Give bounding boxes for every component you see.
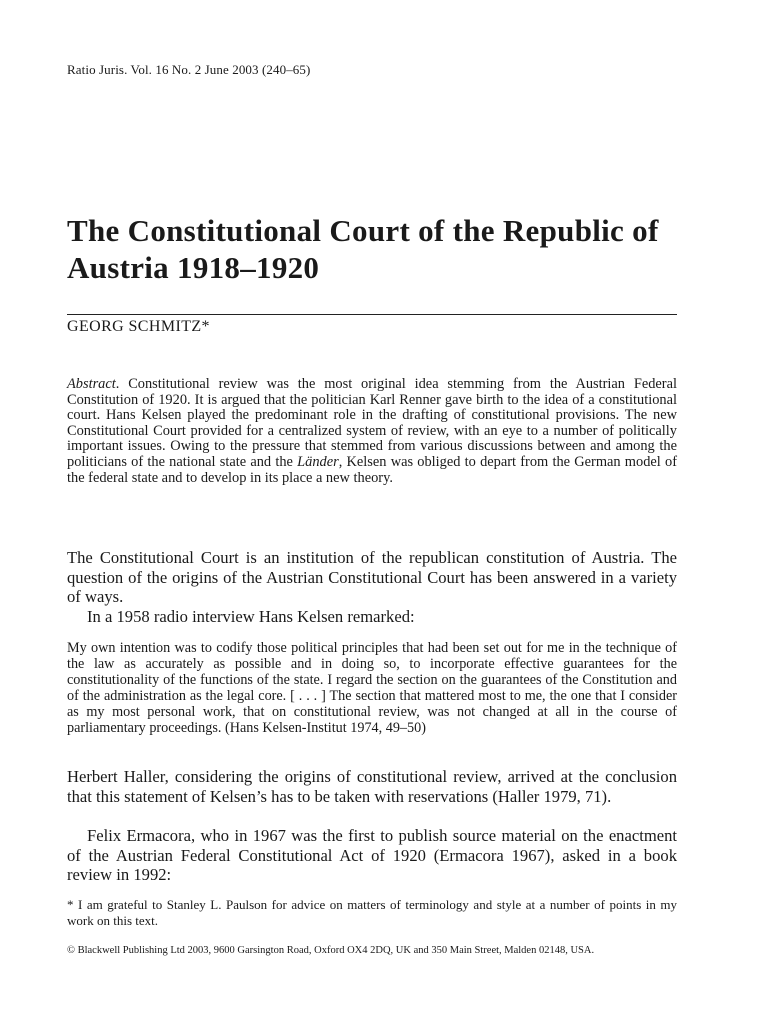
body-paragraph-2: In a 1958 radio interview Hans Kelsen remarked:	[87, 607, 415, 626]
abstract-text-part-2: , Kelsen was obliged to depart from the German model of the federal state and to develop in its place a new theory.	[67, 453, 677, 486]
copyright-notice: © Blackwell Publishing Ltd 2003, 9600 Garsington Road, Oxford OX4 2DQ, UK and 350 Main Street, Malden 02148, USA.	[67, 945, 595, 956]
abstract-lander-term: Länder	[297, 453, 339, 470]
article-title: The Constitutional Court of the Republic of Austria 1918–1920	[67, 213, 659, 285]
journal-reference: Ratio Juris. Vol. 16 No. 2 June 2003 (240–65)	[67, 62, 311, 77]
abstract	[67, 377, 677, 486]
body-paragraph-4: Felix Ermacora, who in 1967 was the first to publish source material on the enactment of the Austrian Federal Constitutional Act of 1920 (Ermacora 1967), asked in a book review in 1992:	[67, 826, 677, 885]
kelsen-block-quote: My own intention was to codify those political principles that had been set out for me in the technique of the law as accurately as possible and in doing so, to incorporate effective guarantees for the constitutionality of the functions of the state. I regard the section on the guarantees of the Constitution and of the administration as the legal core. [ . . . ] The section that mattered most to me, the one that I consider as my most personal work, that on constitutional review, was not changed at all in the course of parliamentary proceedings. (Hans Kelsen-Institut 1974, 49–50)	[67, 640, 677, 736]
body-paragraph-3: Herbert Haller, considering the origins of constitutional review, arrived at the conclusion that this statement of Kelsen’s has to be taken with reservations (Haller 1979, 71).	[67, 767, 677, 806]
abstract-text-part-1: . Constitutional review was the most original idea stemming from the Austrian Federal Constitution of 1920. It is argued that the politician Karl Renner gave birth to the idea of a constitutional court. Hans Kelsen played the predominant role in the drafting of constitutional provisions. The new Constitutional Court provided for a centralized system of review, with an eye to a number of politically important issues. Owing to the pressure that stemmed from various discussions between and among the politicians of the national state and the	[67, 376, 677, 470]
author-name: GEORG SCHMITZ*	[67, 318, 210, 335]
footnote: * I am grateful to Stanley L. Paulson for advice on matters of terminology and style at a number of points in my work on this text.	[67, 897, 677, 928]
title-divider	[67, 314, 677, 315]
body-paragraph-1: The Constitutional Court is an institution of the republican constitution of Austria. The question of the origins of the Austrian Constitutional Court has been answered in a variety of ways.	[67, 548, 677, 607]
abstract-label: Abstract	[67, 376, 116, 392]
